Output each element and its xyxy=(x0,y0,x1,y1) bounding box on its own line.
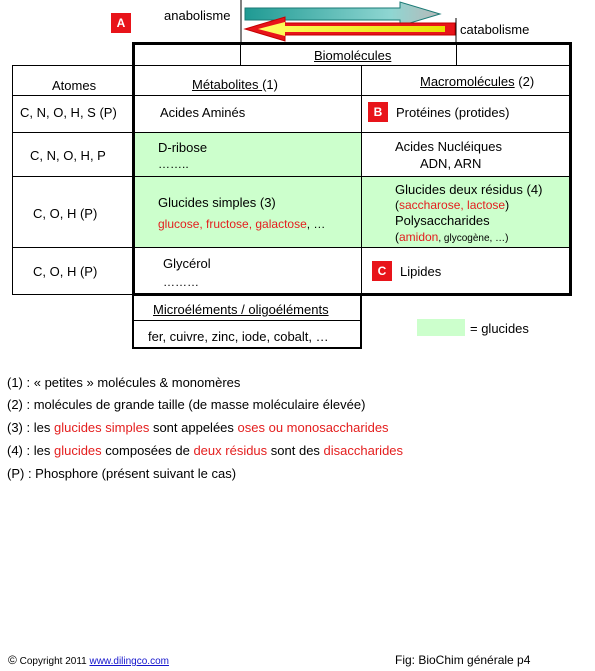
microelements-title: Microéléments / oligoéléments xyxy=(153,302,329,317)
biomolecules-frame-right xyxy=(569,42,572,296)
biomolecules-title: Biomolécules xyxy=(314,48,392,63)
row1-atoms: C, N, O, H, S (P) xyxy=(20,105,117,120)
col-header-metabolites: Métabolites (1) xyxy=(192,77,278,92)
col-header-macromolecules: Macromolécules (2) xyxy=(420,74,535,89)
copyright-icon: © xyxy=(8,653,17,667)
row-sep-1 xyxy=(12,95,569,96)
row3-macromolecule-examples: (saccharose, lactose) xyxy=(395,198,510,212)
row3-polysaccharides: Polysaccharides xyxy=(395,213,490,228)
row2-metabolite-ellipsis: …….. xyxy=(158,157,189,171)
metabolism-arrows xyxy=(240,0,460,44)
row-sep-3 xyxy=(12,176,569,177)
badge-b: B xyxy=(368,102,388,122)
col-separator xyxy=(361,65,362,294)
note-4: (4) : les glucides composées de deux résidus sont des disaccharides xyxy=(7,443,404,458)
cell-glucides-simples-bg xyxy=(133,177,361,247)
note-1: (1) : « petites » molécules & monomères xyxy=(7,375,241,390)
row3-polysaccharides-examples: (amidon, glycogène, …) xyxy=(395,230,509,244)
row-sep-4 xyxy=(12,247,569,248)
anabolisme-label: anabolisme xyxy=(164,8,231,23)
col-header-atomes: Atomes xyxy=(52,78,97,93)
row2-macromolecule: Acides Nucléiques xyxy=(395,139,502,154)
row4-macromolecule: Lipides xyxy=(400,264,442,279)
badge-c: C xyxy=(372,261,392,281)
note-p: (P) : Phosphore (présent suivant le cas) xyxy=(7,466,237,481)
row3-macromolecule: Glucides deux résidus (4) xyxy=(395,182,543,197)
site-link[interactable]: www.dilingco.com xyxy=(89,656,169,667)
note-2: (2) : molécules de grande taille (de masse moléculaire élevée) xyxy=(7,397,366,412)
row1-metabolite: Acides Aminés xyxy=(160,105,246,120)
microelements-divider xyxy=(134,320,360,321)
guide-right xyxy=(456,44,457,65)
row3-metabolite-examples: glucose, fructose, galactose, … xyxy=(158,217,326,231)
row3-metabolite: Glucides simples (3) xyxy=(158,195,276,210)
row4-atoms: C, O, H (P) xyxy=(33,264,98,279)
row4-metabolite: Glycérol xyxy=(163,256,211,271)
row3-atoms: C, O, H (P) xyxy=(33,206,98,221)
table-left xyxy=(12,65,13,295)
microelements-list: fer, cuivre, zinc, iode, cobalt, … xyxy=(148,329,329,344)
note-3: (3) : les glucides simples sont appelées oses ou monosaccharides xyxy=(7,420,389,435)
row1-macromolecule: Protéines (protides) xyxy=(396,105,510,120)
table-top xyxy=(12,65,569,66)
legend-swatch xyxy=(417,319,465,336)
table-bottom xyxy=(12,294,133,295)
legend-label: = glucides xyxy=(470,321,529,336)
catabolisme-label: catabolisme xyxy=(460,22,530,37)
row2-atoms: C, N, O, H, P xyxy=(30,148,106,163)
biomolecules-frame-top xyxy=(132,42,572,45)
row-sep-2 xyxy=(12,132,569,133)
row2-metabolite: D-ribose xyxy=(158,140,208,155)
footer-fig: Fig: BioChim générale p4 xyxy=(395,653,531,667)
biomolecules-frame-left xyxy=(132,42,135,294)
footer-copyright: © Copyright 2011 www.dilingco.com xyxy=(8,653,169,667)
guide-left xyxy=(240,44,241,65)
row2-macromolecule-examples: ADN, ARN xyxy=(420,156,482,171)
badge-a: A xyxy=(111,13,131,33)
row4-metabolite-ellipsis: ……… xyxy=(163,275,199,289)
